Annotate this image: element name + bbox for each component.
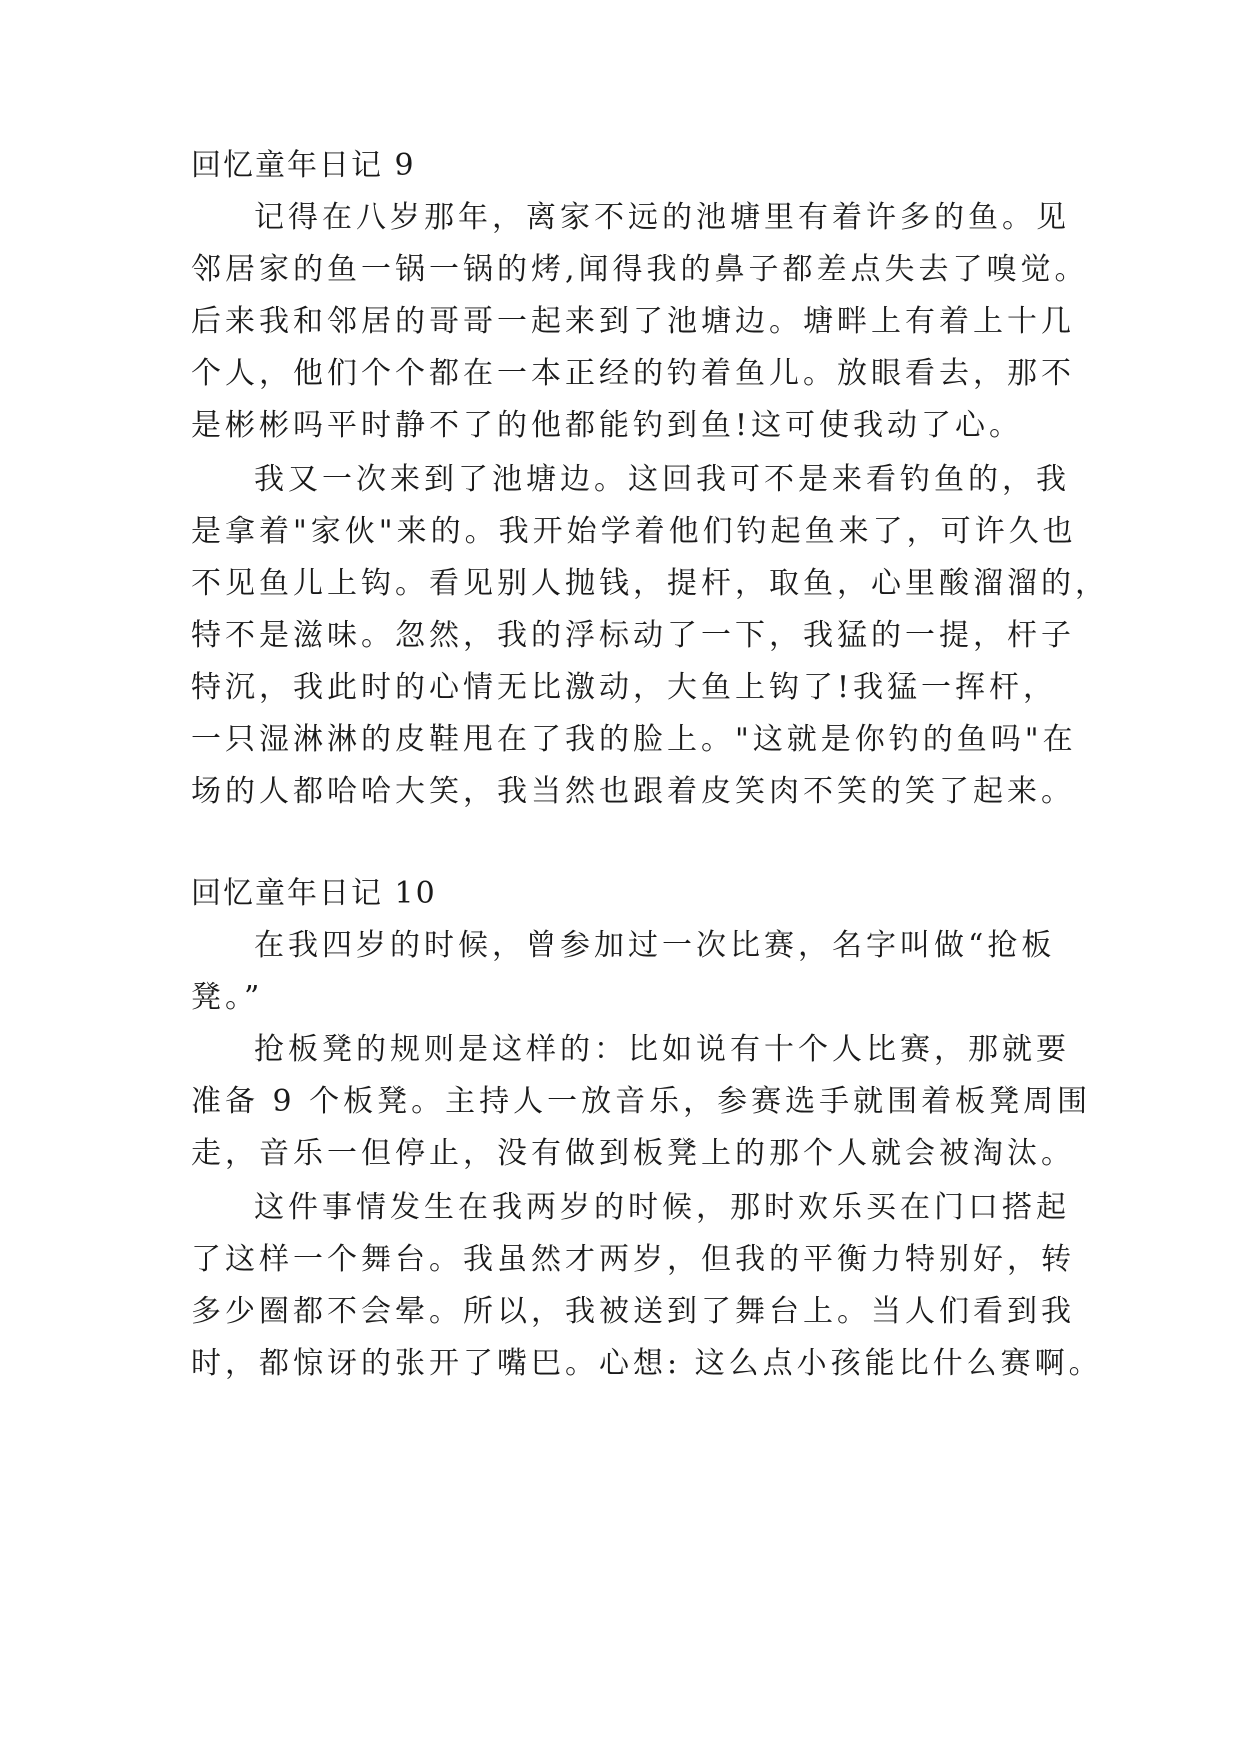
entry-title: 回忆童年日记 9 xyxy=(191,148,416,183)
paragraph-line: 时，都惊讶的张开了嘴巴。心想: 这么点小孩能比什么赛啊。 xyxy=(191,1346,1103,1381)
paragraph-line: 特沉，我此时的心情无比激动，大鱼上钩了!我猛一挥杆， xyxy=(191,670,1058,705)
paragraph-line: 后来我和邻居的哥哥一起来到了池塘边。塘畔上有着上十几 xyxy=(191,304,1075,339)
paragraph-line: 我又一次来到了池塘边。这回我可不是来看钓鱼的，我 xyxy=(254,462,1070,497)
paragraph-line: 抢板凳的规则是这样的：比如说有十个人比赛，那就要 xyxy=(254,1032,1070,1067)
paragraph-line: 是彬彬吗平时静不了的他都能钓到鱼!这可使我动了心。 xyxy=(191,408,1024,443)
paragraph-line: 特不是滋味。忽然，我的浮标动了一下，我猛的一提，杆子 xyxy=(191,618,1075,653)
paragraph-line: 一只湿淋淋的皮鞋甩在了我的脸上。"这就是你钓的鱼吗"在 xyxy=(191,722,1077,757)
paragraph-line: 记得在八岁那年，离家不远的池塘里有着许多的鱼。见 xyxy=(254,200,1070,235)
paragraph-line: 在我四岁的时候，曾参加过一次比赛，名字叫做“抢板 xyxy=(254,928,1056,963)
paragraph-line: 准备 9 个板凳。主持人一放音乐，参赛选手就围着板凳周围 xyxy=(191,1084,1092,1119)
paragraph-line: 凳。” xyxy=(191,980,264,1015)
paragraph-line: 了这样一个舞台。我虽然才两岁，但我的平衡力特别好，转 xyxy=(191,1242,1075,1277)
paragraph-line: 场的人都哈哈大笑，我当然也跟着皮笑肉不笑的笑了起来。 xyxy=(191,774,1075,809)
paragraph-line: 多少圈都不会晕。所以，我被送到了舞台上。当人们看到我 xyxy=(191,1294,1075,1329)
paragraph-line: 这件事情发生在我两岁的时候，那时欢乐买在门口搭起 xyxy=(254,1190,1070,1225)
entry-title: 回忆童年日记 10 xyxy=(191,876,437,911)
paragraph-line: 是拿着"家伙"来的。我开始学着他们钓起鱼来了，可许久也 xyxy=(191,514,1077,549)
paragraph-line: 邻居家的鱼一锅一锅的烤,闻得我的鼻子都差点失去了嗅觉。 xyxy=(191,252,1089,287)
paragraph-line: 走，音乐一但停止，没有做到板凳上的那个人就会被淘汰。 xyxy=(191,1136,1075,1171)
paragraph-line: 个人，他们个个都在一本正经的钓着鱼儿。放眼看去，那不 xyxy=(191,356,1075,391)
paragraph-line: 不见鱼儿上钩。看见别人抛钱，提杆，取鱼，心里酸溜溜的， xyxy=(191,566,1109,601)
